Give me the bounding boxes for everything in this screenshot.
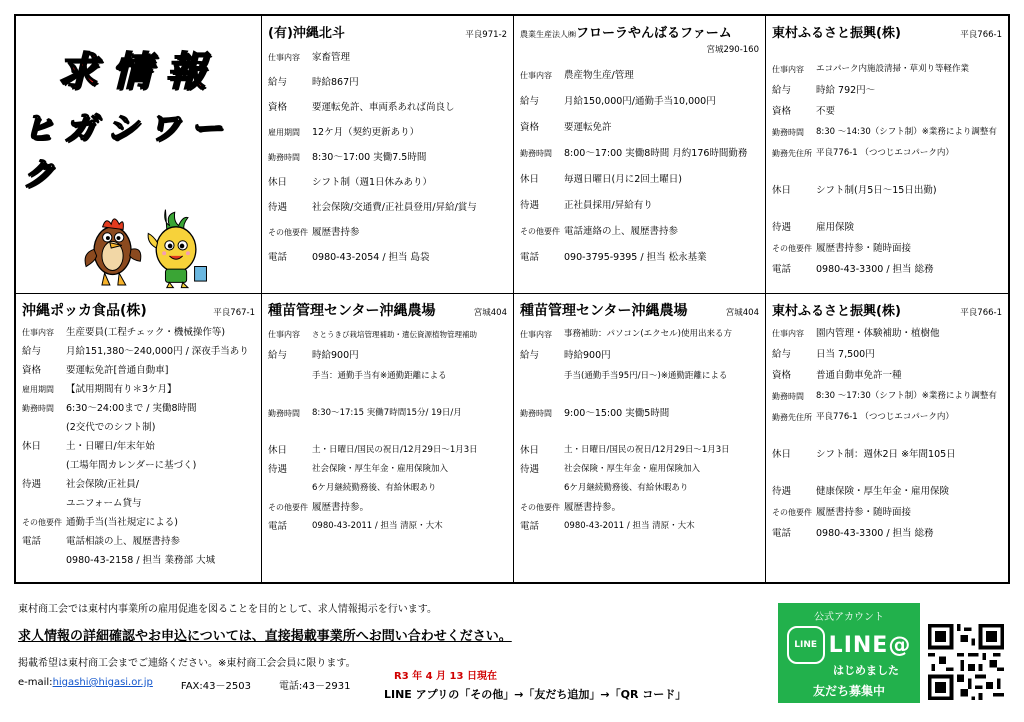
job-card-header [268,300,507,320]
field-label: 仕事内容 [520,330,552,339]
field-value: 時給 792円～ [816,85,876,96]
field-label: 勤務先住所 [772,413,812,422]
field-value: 0980-43-3300 / 担当 総務 [816,528,934,539]
company-name: 東村ふるさと振興(株) [772,26,901,41]
field-label [268,482,312,495]
field-value: 社会保険/正社員/ [66,479,139,490]
job-row [772,147,1002,160]
field-value: 社会保険/交通費/正社員登用/昇給/賞与 [312,202,477,213]
field-value: 0980-43-2011 / 担当 清原・大木 [564,521,695,531]
field-value: 土・日曜日/国民の祝日/12月29日～1月3日 [564,445,730,455]
job-card-header [268,22,507,41]
company-address: 平良767-1 [213,308,255,318]
email-link[interactable]: higashi@higasi.or.jp [52,677,153,688]
field-value: 社会保険・厚生年金・雇用保険加入 [312,464,449,474]
field-value: 時給867円 [312,77,359,88]
field-label [22,421,66,434]
field-value: 平良776-1 （つつじエコパーク内） [816,148,954,158]
job-row [772,327,1002,340]
job-row [520,121,759,134]
company-address: 平良971-2 [465,30,507,40]
job-row [772,369,1002,382]
job-row [268,76,507,89]
job-row [772,242,1002,255]
field-label: 仕事内容 [268,53,300,62]
field-value: 9:00～15:00 実働5時間 [564,408,670,419]
field-value: 農産物生産/管理 [564,70,634,81]
job-row [772,390,1002,403]
job-row [268,176,507,189]
field-value: (2交代でのシフト制) [66,422,156,433]
field-label: 資格 [22,365,42,376]
field-label: その他要件 [22,518,62,527]
field-label: 給与 [520,350,540,361]
field-label: 給与 [268,350,288,361]
field-value: 12ケ月（契約更新あり） [312,127,420,138]
field-value: 手当(通勤手当95円/日～)※通勤距離による [564,371,728,381]
job-row [268,201,507,214]
job-row [268,370,507,383]
field-label: 勤務時間 [268,409,300,418]
field-value: 要運転免許、車両系あれば尚良し [312,102,455,113]
field-label: 待遇 [268,202,288,213]
job-row [22,459,255,472]
job-card-okinawa-hokuto [262,16,514,294]
job-row [268,226,507,239]
job-row [520,501,759,514]
field-label: 仕事内容 [22,328,54,337]
field-value: 土・日曜日/年末年始 [66,441,155,452]
field-label: 資格 [772,370,792,381]
footer-listing-note: 掲載希望は東村商工会までご連絡ください。※東村商工会会員に限ります。 [18,658,356,669]
field-label: その他要件 [520,503,560,512]
field-value: 電話相談の上、履歴書持参 [66,536,181,547]
field-value: 8:30 ～17:30（シフト制）※業務により調整有 [816,391,997,401]
field-value: 8:00～17:00 実働8時間 月約176時間勤務 [564,148,748,159]
field-label: 待遇 [772,486,792,497]
job-row [772,527,1002,540]
job-row [772,448,1002,461]
job-row [22,440,255,453]
field-label: 仕事内容 [520,71,552,80]
field-label: その他要件 [520,227,560,236]
field-label: 休日 [520,174,540,185]
job-row [520,199,759,212]
logo-subtitle: ヒガシワーク [22,109,233,193]
job-row [520,328,759,341]
job-row [268,51,507,64]
field-value: 園内管理・体験補助・植樹他 [816,328,940,339]
field-label: 休日 [772,449,792,460]
job-card-flora-yanbaru [514,16,766,294]
job-row [772,263,1002,276]
company-name: 農業生産法人㈱フローラやんばるファーム [520,26,732,41]
company-address: 宮城290-160 [706,45,759,55]
phone-number: 電話:43－2931 [278,681,351,692]
job-row [520,349,759,362]
mascot-illustration [29,203,249,289]
field-value: 家畜管理 [312,52,351,63]
job-row [772,506,1002,519]
job-row [22,535,255,548]
footer-notice [18,600,758,692]
job-card-seedling-center-1 [262,294,514,582]
field-value: 6ケ月継続勤務後、有給休暇あり [564,483,689,493]
field-value: 0980-43-2054 / 担当 島袋 [312,252,430,263]
field-value: 健康保険・厚生年金・雇用保険 [816,486,950,497]
job-row [520,407,759,420]
field-label: 待遇 [772,222,792,233]
field-label: 休日 [772,185,792,196]
job-row [520,370,759,383]
field-value: 履歴書持参・随時面接 [816,243,912,254]
field-value: 要運転免許 [564,122,612,133]
field-label [520,370,564,383]
job-row [268,251,507,264]
field-value: 8:30 ～14:30（シフト制）※業務により調整有 [816,127,997,137]
field-label: 仕事内容 [772,329,804,338]
job-card-header [520,300,759,320]
job-row [772,105,1002,118]
job-row [22,364,255,377]
field-value: 毎週日曜日(月に2回土曜日) [564,174,682,185]
field-value: 日当 7,500円 [816,349,875,360]
job-grid [14,14,1010,584]
field-label: 給与 [772,85,792,96]
job-row [520,95,759,108]
field-value: シフト制：週休2日 ※年間105日 [816,449,956,460]
field-value: 不要 [816,106,836,117]
field-value: 土・日曜日/国民の祝日/12月29日～1月3日 [312,445,478,455]
company-name: 種苗管理センター沖縄農場 [268,303,436,319]
field-value: 6ケ月継続勤務後、有給休暇あり [312,483,437,493]
field-label: その他要件 [268,228,308,237]
field-label: 雇用期間 [268,128,300,137]
job-card-higashi-furusato-2 [766,294,1008,582]
field-label: 資格 [520,122,540,133]
job-row [22,421,255,434]
field-value: 履歴書持参。 [564,502,622,513]
field-label [520,482,564,495]
field-label: 電話 [772,264,792,275]
field-label [22,459,66,472]
job-row [268,126,507,139]
field-value: 【試用期間有り＊3ケ月】 [66,384,177,395]
field-label [268,370,312,383]
job-row [22,326,255,339]
field-label: 待遇 [520,200,540,211]
field-label: 電話 [22,536,42,547]
job-row [268,151,507,164]
field-label: 勤務時間 [22,404,54,413]
field-label: 給与 [772,349,792,360]
line-banner-bottom: 友だち募集中 [812,684,885,698]
field-value: 履歴書持参・随時面接 [816,507,912,518]
field-value: 手当：通勤手当有※通勤距離による [312,371,447,381]
field-label: 給与 [268,77,288,88]
field-value: シフト制(月5日～15日出勤) [816,185,937,196]
job-row [772,63,1002,76]
company-address: 宮城404 [725,308,759,318]
company-name: 沖縄ポッカ食品(株) [22,303,147,319]
job-row [268,482,507,495]
field-label: 勤務時間 [772,392,804,401]
job-row [520,225,759,238]
field-label: 電話 [268,521,288,532]
field-value: 時給900円 [312,350,359,361]
field-label: 勤務時間 [772,128,804,137]
job-row [22,554,255,567]
job-row [268,520,507,533]
email-label: e-mail: [18,677,53,688]
field-label: 資格 [772,106,792,117]
logo-title: 求情報 [57,49,220,95]
field-label [22,554,66,567]
field-value: 月給150,000円/通勤手当10,000円 [564,96,716,107]
job-row [22,345,255,358]
company-address: 平良766-1 [960,30,1002,40]
job-card-higashi-furusato-1 [766,16,1008,294]
field-value: 8:30～17:15 実働7時間15分/ 19日/月 [312,408,462,418]
fax-number: FAX:43－2503 [180,681,251,692]
job-card-seedling-center-2 [514,294,766,582]
field-value: 雇用保険 [816,222,855,233]
field-label: 資格 [268,102,288,113]
company-name: (有)沖縄北斗 [268,26,345,41]
job-row [772,126,1002,139]
job-row [268,349,507,362]
job-row [772,485,1002,498]
field-value: 0980-43-2158 / 担当 業務部 大城 [66,555,216,566]
field-label: 勤務時間 [520,409,552,418]
field-label: 給与 [520,96,540,107]
job-row [772,411,1002,424]
job-row [22,516,255,529]
job-row [22,402,255,415]
job-row [268,328,507,341]
field-value: シフト制（週1日休みあり） [312,177,433,188]
field-label: 電話 [520,521,540,532]
field-value: さとうきび栽培管理補助・遺伝資源植物管理補助 [312,330,477,339]
field-label: その他要件 [772,244,812,253]
field-value: 電話連絡の上、履歴書持参 [564,226,679,237]
field-value: 要運転免許[普通自動車] [66,365,169,376]
field-value: 0980-43-2011 / 担当 清原・大木 [312,521,443,531]
job-row [772,84,1002,97]
field-label: 待遇 [520,464,540,475]
company-name: 種苗管理センター沖縄農場 [520,303,688,319]
field-label: 電話 [520,252,540,263]
field-value: 時給900円 [564,350,611,361]
field-value: (工場年間カレンダーに基づく) [66,460,197,471]
field-value: 通勤手当(当社規定による) [66,517,178,528]
job-row [520,520,759,533]
field-value: 履歴書持参 [312,227,360,238]
field-value: 平良776-1 （つつじエコパーク内） [816,412,954,422]
field-label [22,497,66,510]
field-label: 勤務先住所 [772,149,812,158]
job-row [520,251,759,264]
qr-code-icon[interactable] [928,624,1004,700]
job-row [268,407,507,420]
field-label: 休日 [268,445,288,456]
as-of-date: R3 年 4 月 13 日現在 [394,671,497,682]
line-banner-top: 公式アカウント [814,612,884,623]
field-value: 事務補助：パソコン(エクセル)使用出来る方 [564,329,732,339]
field-label: その他要件 [772,508,812,517]
job-row [22,478,255,491]
job-row [772,348,1002,361]
field-value: 8:30～17:00 実働7.5時間 [312,152,427,163]
line-banner-hello: はじめました [833,664,899,677]
job-row [520,463,759,476]
field-value: ユニフォーム貸与 [66,498,142,509]
field-value: 0980-43-3300 / 担当 総務 [816,264,934,275]
job-row [772,221,1002,234]
job-card-header [772,300,1002,319]
company-address: 宮城404 [473,308,507,318]
footer-contact-notice: 求人情報の詳細確認やお申込については、直接掲載事業所へお問い合わせください。 [18,629,512,644]
line-official-account-banner[interactable] [778,603,920,703]
field-label: 勤務時間 [268,153,300,162]
field-label: 待遇 [22,479,42,490]
field-value: 生産要員(工程チェック・機械操作等) [66,327,226,338]
field-label: 雇用期間 [22,385,54,394]
field-value: 090-3795-9395 / 担当 松永基業 [564,252,707,263]
field-label: 電話 [772,528,792,539]
field-label: 仕事内容 [268,330,300,339]
field-value: 普通自動車免許一種 [816,370,902,381]
job-row [520,482,759,495]
field-label: 休日 [520,445,540,456]
field-value: 履歴書持参。 [312,502,370,513]
field-value: 6:30～24:00まで / 実働8時間 [66,403,197,414]
line-logo-text: LINE@ [828,632,912,658]
logo-panel [16,16,262,294]
line-add-instructions: LINE アプリの「その他」→「友だち追加」→「QR コード」 [384,688,687,701]
job-row [268,444,507,457]
field-label: 待遇 [268,464,288,475]
job-row [520,173,759,186]
line-icon: LINE [787,626,825,664]
field-label: 給与 [22,346,42,357]
job-card-header [22,300,255,320]
field-value: 月給151,380～240,000円 / 深夜手当あり [66,346,249,357]
job-row [268,501,507,514]
field-label: 休日 [22,441,42,452]
company-address: 平良766-1 [960,308,1002,318]
field-label: 休日 [268,177,288,188]
field-value: エコパーク内施設清掃・草刈り等軽作業 [816,64,970,74]
job-row [268,463,507,476]
field-value: 社会保険・厚生年金・雇用保険加入 [564,464,701,474]
job-row [520,444,759,457]
job-row [520,69,759,82]
company-name: 東村ふるさと振興(株) [772,304,901,319]
field-label: 電話 [268,252,288,263]
footer-purpose: 東村商工会では東村内事業所の雇用促進を図ることを目的として、求人情報掲示を行います。 [18,604,437,615]
job-row [22,383,255,396]
job-card-header [772,22,1002,41]
field-label: 勤務時間 [520,149,552,158]
field-label: その他要件 [268,503,308,512]
job-card-okinawa-pokka [16,294,262,582]
job-row [520,147,759,160]
job-row [268,101,507,114]
job-row [772,184,1002,197]
field-label: 仕事内容 [772,65,804,74]
job-row [22,497,255,510]
field-value: 正社員採用/昇給有り [564,200,653,211]
